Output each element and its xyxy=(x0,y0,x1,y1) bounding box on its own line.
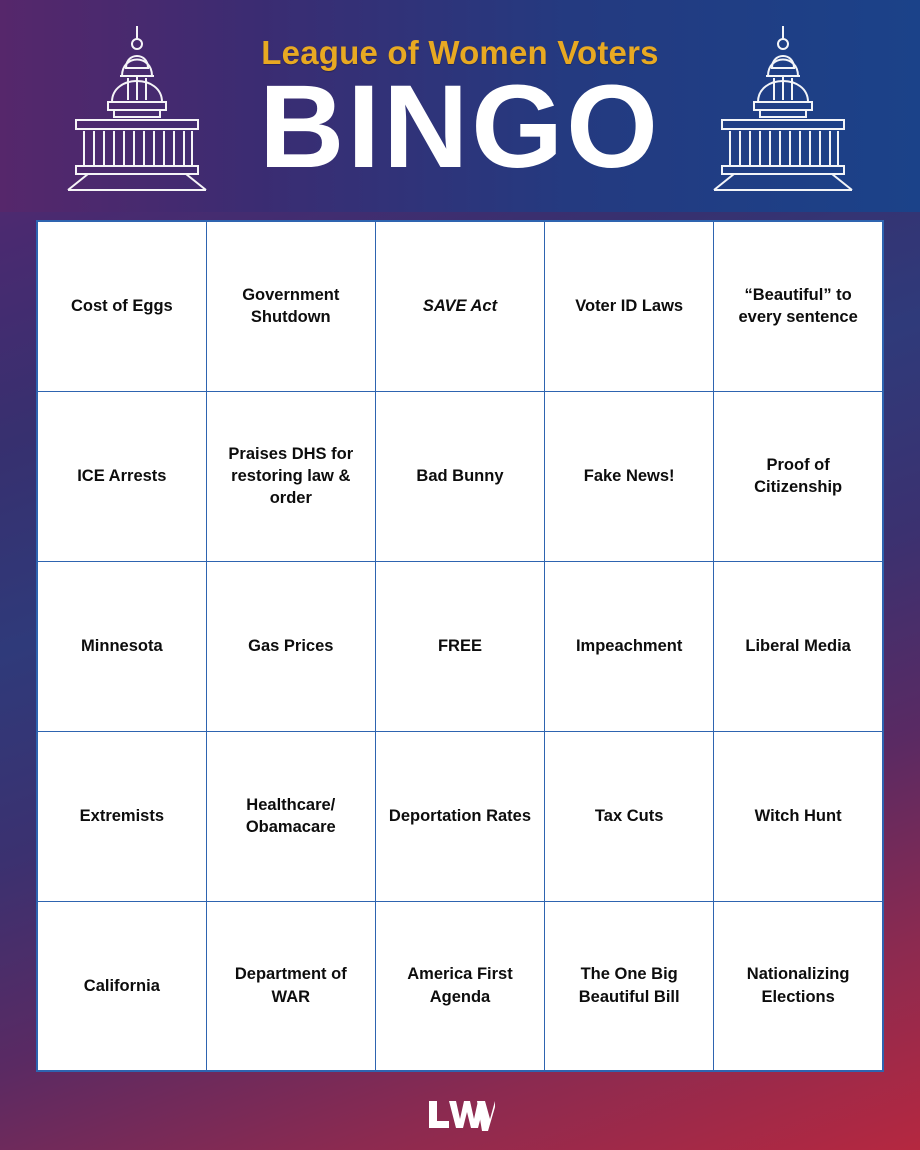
bingo-cell[interactable]: The One Big Beautiful Bill xyxy=(545,901,714,1071)
bingo-cell-free[interactable]: FREE xyxy=(375,561,544,731)
bingo-cell[interactable]: Extremists xyxy=(37,731,206,901)
poster-header xyxy=(0,0,920,212)
page-title: BINGO xyxy=(259,60,661,193)
lwv-logo-icon xyxy=(425,1093,495,1137)
bingo-cell[interactable]: America First Agenda xyxy=(375,901,544,1071)
bingo-row xyxy=(37,901,883,1071)
org-title: League of Women Voters xyxy=(261,33,659,71)
bingo-cell[interactable]: Minnesota xyxy=(37,561,206,731)
bingo-cell[interactable]: Witch Hunt xyxy=(714,731,883,901)
bingo-cell[interactable]: Liberal Media xyxy=(714,561,883,731)
bingo-card-wrapper xyxy=(0,212,920,1072)
bingo-card xyxy=(36,220,884,1072)
poster-footer xyxy=(0,1072,920,1150)
bingo-cell[interactable]: Cost of Eggs xyxy=(37,221,206,391)
bingo-cell[interactable]: California xyxy=(37,901,206,1071)
bingo-cell[interactable]: Gas Prices xyxy=(206,561,375,731)
bingo-cell[interactable]: Impeachment xyxy=(545,561,714,731)
bingo-cell[interactable]: Bad Bunny xyxy=(375,391,544,561)
bingo-cell[interactable]: Tax Cuts xyxy=(545,731,714,901)
bingo-row xyxy=(37,391,883,561)
bingo-cell[interactable]: Department of WAR xyxy=(206,901,375,1071)
bingo-cell[interactable]: Healthcare/ Obamacare xyxy=(206,731,375,901)
bingo-cell[interactable]: Fake News! xyxy=(545,391,714,561)
bingo-cell[interactable]: ICE Arrests xyxy=(37,391,206,561)
bingo-cell[interactable]: Government Shutdown xyxy=(206,221,375,391)
bingo-cell[interactable]: “Beautiful” to every sentence xyxy=(714,221,883,391)
bingo-cell[interactable]: SAVE Act xyxy=(375,221,544,391)
bingo-cell[interactable]: Praises DHS for restoring law & order xyxy=(206,391,375,561)
title-block xyxy=(200,33,720,193)
bingo-cell[interactable]: Proof of Citizenship xyxy=(714,391,883,561)
bingo-cell[interactable]: Deportation Rates xyxy=(375,731,544,901)
capitol-dome-icon xyxy=(62,24,212,196)
bingo-row xyxy=(37,221,883,391)
bingo-cell[interactable]: Nationalizing Elections xyxy=(714,901,883,1071)
bingo-row xyxy=(37,731,883,901)
bingo-cell[interactable]: Voter ID Laws xyxy=(545,221,714,391)
bingo-row xyxy=(37,561,883,731)
capitol-dome-icon xyxy=(708,24,858,196)
